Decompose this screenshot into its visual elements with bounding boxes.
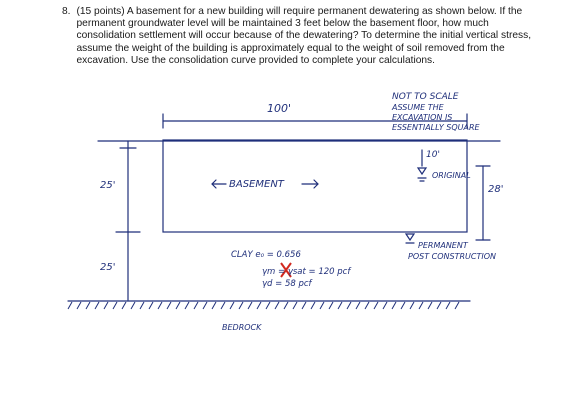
- bedrock-hatch-tick: [149, 302, 153, 309]
- bedrock-hatch-tick: [284, 302, 288, 309]
- bedrock-hatch-tick: [329, 302, 333, 309]
- permanent-label-1: PERMANENT: [418, 241, 468, 250]
- bedrock-hatch-tick: [203, 302, 207, 309]
- bedrock-hatch-tick: [158, 302, 162, 309]
- depth-label: 25': [100, 180, 116, 191]
- original-label: ORIGINAL: [432, 171, 471, 180]
- bedrock-hatch-tick: [104, 302, 108, 309]
- bedrock-hatch-tick: [212, 302, 216, 309]
- bedrock-hatch-tick: [356, 302, 360, 309]
- bedrock-hatch-tick: [302, 302, 306, 309]
- clay-thickness-label: 25': [100, 262, 116, 273]
- bedrock-hatch-tick: [293, 302, 297, 309]
- bedrock-hatch-tick: [428, 302, 432, 309]
- bedrock-hatch-tick: [338, 302, 342, 309]
- bedrock-hatch-tick: [383, 302, 387, 309]
- bedrock-hatch-tick: [419, 302, 423, 309]
- bedrock-hatch-tick: [266, 302, 270, 309]
- bedrock-hatch-tick: [194, 302, 198, 309]
- note-line-2: ASSUME THE: [392, 103, 444, 112]
- bedrock-hatch-tick: [320, 302, 324, 309]
- width-label: 100': [267, 102, 292, 115]
- bedrock-hatch-tick: [347, 302, 351, 309]
- right-dim-label: 28': [488, 184, 504, 195]
- bedrock-hatch-tick: [311, 302, 315, 309]
- note-line-1: NOT TO SCALE: [392, 92, 459, 102]
- bedrock-hatch-tick: [392, 302, 396, 309]
- bedrock-hatch-tick: [257, 302, 261, 309]
- bedrock-hatch-tick: [275, 302, 279, 309]
- bedrock-hatch-tick: [140, 302, 144, 309]
- basement-label: BASEMENT: [229, 179, 284, 190]
- clay-prop-3: γd = 58 pcf: [262, 279, 312, 289]
- bedrock-hatch-tick: [77, 302, 81, 309]
- bedrock-hatching: [68, 302, 459, 309]
- bedrock-hatch-tick: [239, 302, 243, 309]
- clay-prop-2: γm = γsat = 120 pcf: [262, 267, 351, 277]
- original-gwt-marker: [418, 168, 426, 174]
- bedrock-hatch-tick: [374, 302, 378, 309]
- permanent-gwt-marker: [406, 234, 414, 240]
- clay-prop-1: CLAY e₀ = 0.656: [231, 250, 301, 260]
- note-line-3: EXCAVATION IS: [392, 113, 453, 122]
- bedrock-hatch-tick: [446, 302, 450, 309]
- permanent-label-2: POST CONSTRUCTION: [408, 252, 496, 261]
- bedrock-hatch-tick: [185, 302, 189, 309]
- bedrock-hatch-tick: [221, 302, 225, 309]
- gwt-drop-label: 10': [426, 150, 440, 160]
- bedrock-hatch-tick: [248, 302, 252, 309]
- bedrock-hatch-tick: [365, 302, 369, 309]
- bedrock-hatch-tick: [167, 302, 171, 309]
- bedrock-hatch-tick: [455, 302, 459, 309]
- bedrock-hatch-tick: [122, 302, 126, 309]
- bedrock-label: BEDROCK: [222, 323, 262, 332]
- bedrock-hatch-tick: [68, 302, 72, 309]
- problem-number: 8.: [62, 6, 71, 17]
- problem-text: (15 points) A basement for a new building will require permanent dewatering as shown below. If the permanent groundwater level will be maintained 3 feet below the basement floor, how much consolidation settlement will occur because of the dewatering? To determine the initial vertical stress, assume the weight of the building is approximately equal to the weight of soil removed from the excavation. Use the consolidation curve provided to complete your calculations.: [76, 6, 532, 66]
- bedrock-hatch-tick: [131, 302, 135, 309]
- note-line-4: ESSENTIALLY SQUARE: [392, 123, 480, 132]
- bedrock-hatch-tick: [113, 302, 117, 309]
- bedrock-hatch-tick: [95, 302, 99, 309]
- bedrock-hatch-tick: [86, 302, 90, 309]
- bedrock-hatch-tick: [410, 302, 414, 309]
- bedrock-hatch-tick: [230, 302, 234, 309]
- bedrock-hatch-tick: [176, 302, 180, 309]
- bedrock-hatch-tick: [437, 302, 441, 309]
- bedrock-hatch-tick: [401, 302, 405, 309]
